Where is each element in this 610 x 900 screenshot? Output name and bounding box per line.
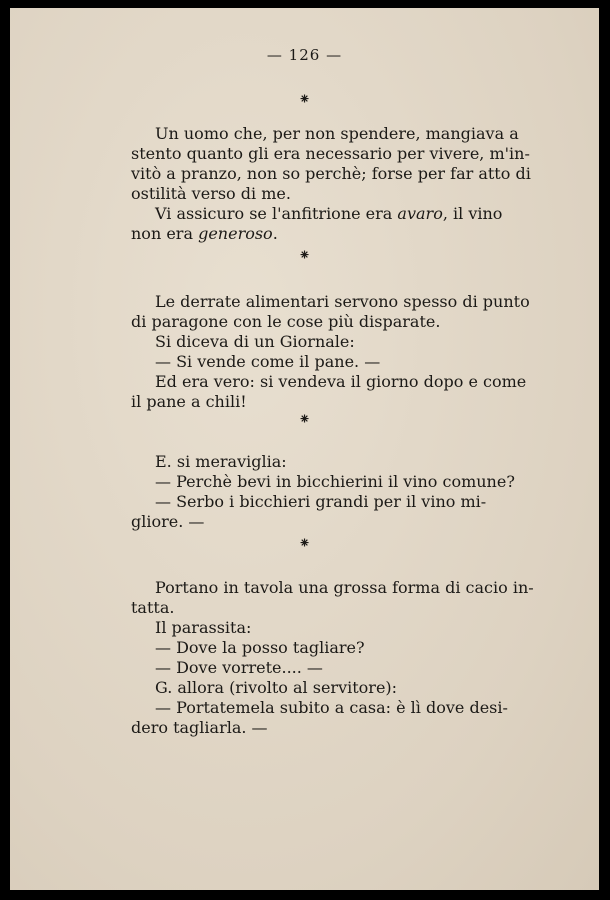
text-line: [131, 204, 534, 224]
text-line: Un uomo che, per non spendere, mangiava a: [155, 124, 519, 143]
text-line: gliore. —: [131, 512, 205, 531]
text-line: — Portatemela subito a casa: è lì dove desi-: [155, 698, 508, 717]
anecdote-4: [131, 578, 534, 738]
text-line: Le derrate alimentari servono spesso di punto: [155, 292, 530, 311]
separator-star: ⁕: [298, 534, 311, 552]
text-line: stento quanto gli era necessario per vivere, m'in-: [131, 144, 530, 163]
separator-star: ⁕: [298, 90, 311, 108]
anecdote-2: [131, 292, 534, 412]
text-line: — Si vende come il pane. —: [155, 352, 381, 371]
anecdote-3: [131, 452, 534, 532]
text-line: Portano in tavola una grossa forma di cacio in-: [155, 578, 534, 597]
anecdote-1: [131, 124, 534, 244]
separator-star: ⁕: [298, 410, 311, 428]
text-span: .: [272, 224, 278, 243]
text-line: vitò a pranzo, non so perchè; forse per far atto di: [131, 164, 531, 183]
text-line: [131, 224, 534, 244]
text-line: Si diceva di un Giornale:: [155, 332, 355, 351]
text-line: — Perchè bevi in bicchierini il vino comune?: [155, 472, 515, 491]
italic-word: generoso: [198, 224, 273, 243]
separator-star: ⁕: [298, 246, 311, 264]
text-line: ostilità verso di me.: [131, 184, 291, 203]
text-line: — Dove la posso tagliare?: [155, 638, 365, 657]
text-line: Ed era vero: si vendeva il giorno dopo e come: [155, 372, 527, 391]
page-number: — 126 —: [266, 46, 343, 64]
text-line: tatta.: [131, 598, 175, 617]
book-page: [10, 8, 599, 890]
italic-word: avaro: [397, 204, 443, 223]
text-line: Il parassita:: [155, 618, 252, 637]
text-span: , il vino: [442, 204, 503, 223]
text-line: E. si meraviglia:: [155, 452, 287, 471]
text-line: G. allora (rivolto al servitore):: [155, 678, 398, 697]
text-line: il pane a chili!: [131, 392, 247, 411]
text-line: dero tagliarla. —: [131, 718, 268, 737]
text-line: di paragone con le cose più disparate.: [131, 312, 441, 331]
text-line: — Serbo i bicchieri grandi per il vino mi-: [155, 492, 487, 511]
text-line: — Dove vorrete.... —: [155, 658, 323, 677]
text-span: non era: [131, 224, 193, 243]
text-span: Vi assicuro se l'anfitrione era: [155, 204, 393, 223]
